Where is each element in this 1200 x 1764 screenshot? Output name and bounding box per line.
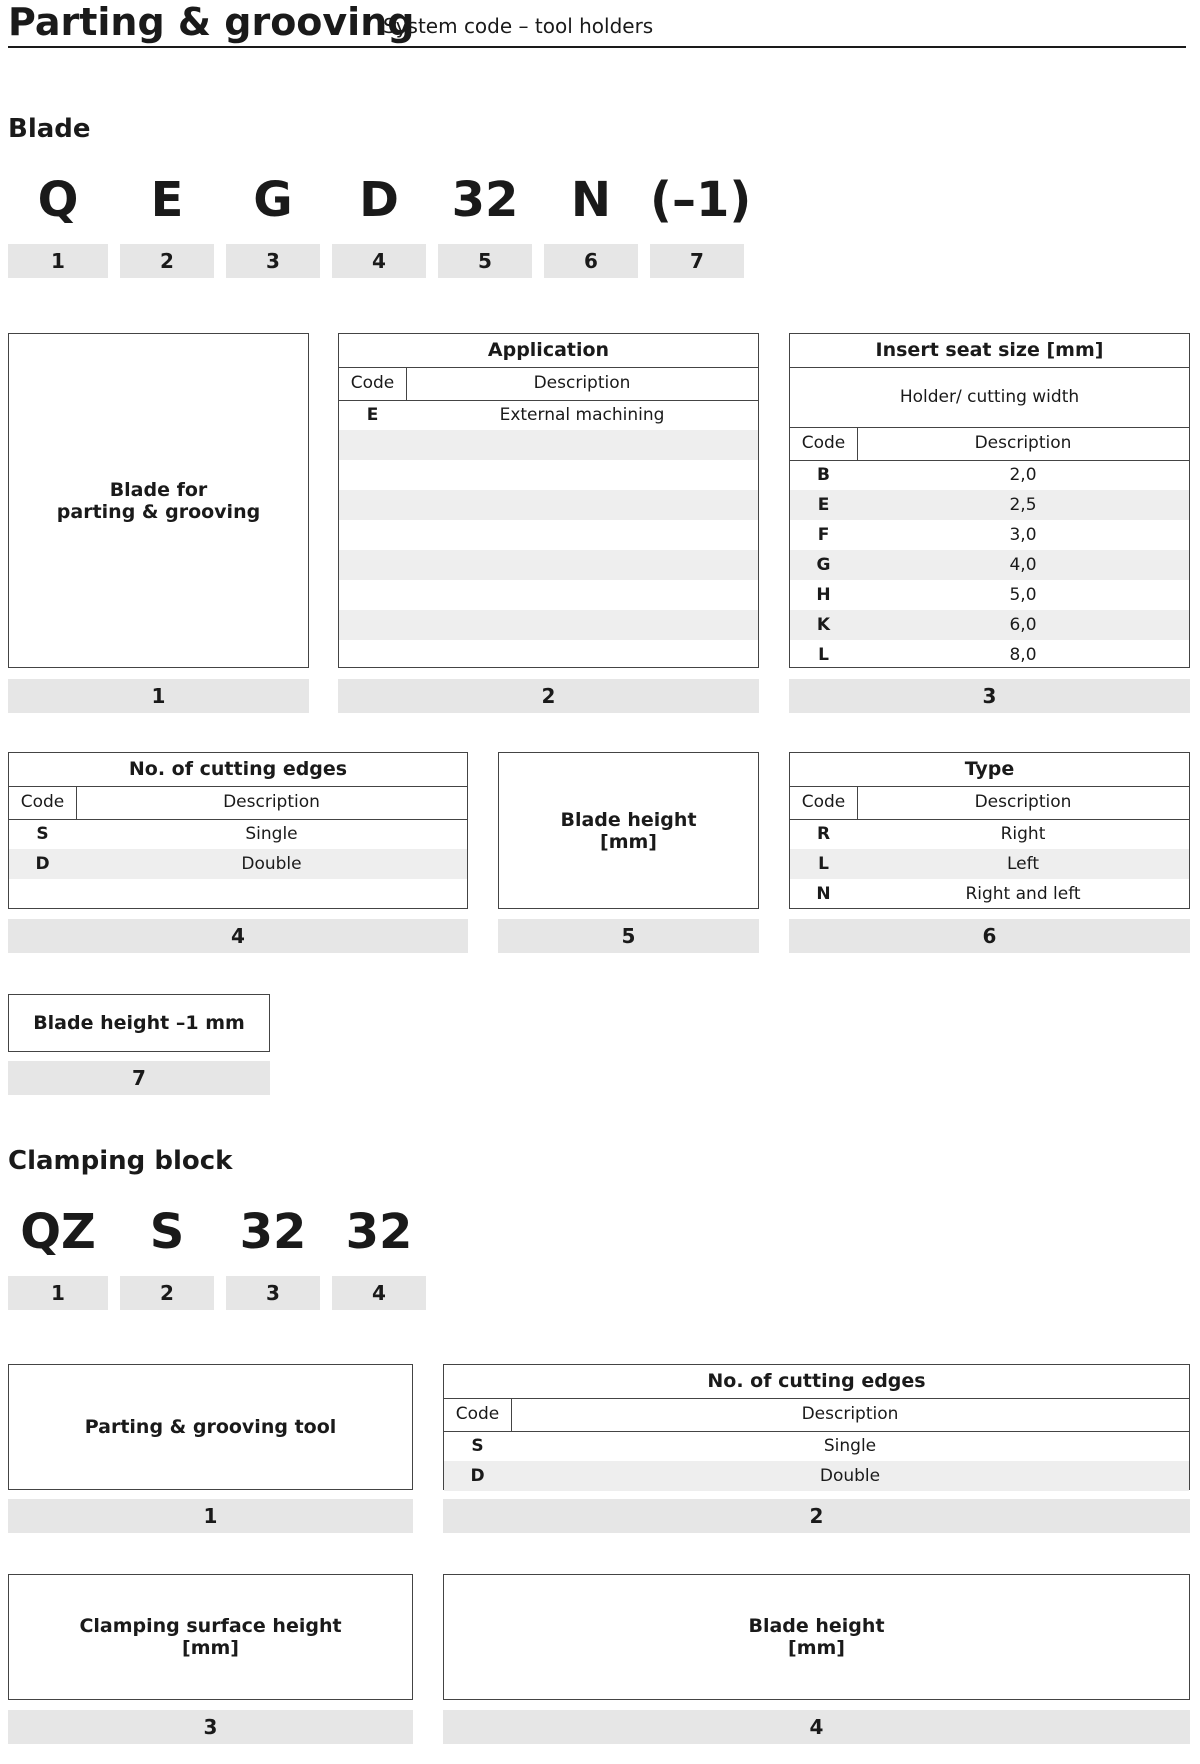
row-code: F [817,525,830,545]
row-description: 6,0 [1009,615,1037,635]
table-row [790,550,1189,580]
type-col-code: Code [790,786,858,819]
cutting-edges-col-desc: Description [223,792,320,812]
cutting-edges-title: No. of cutting edges [9,753,467,787]
insert-seat-title: Insert seat size [mm] [790,334,1189,368]
insert-seat-rows [790,460,1189,670]
blade-type-line2: parting & grooving [56,500,261,523]
blade-code-char-1: Q [37,172,79,228]
table-row [9,819,467,849]
row-code: R [816,824,831,844]
clamping-tool-label: Parting & grooving tool [84,1416,337,1438]
row-description: 8,0 [1009,645,1037,665]
row-code: D [470,1466,485,1486]
type-table [789,752,1190,909]
row-code: B [817,465,830,485]
application-column-header [339,367,758,401]
table-row [339,460,758,490]
row-code: E [366,405,379,425]
row-description [406,490,758,520]
row-code: S [36,824,49,844]
title-divider [8,46,1186,48]
row-code [339,580,406,610]
row-description [406,430,758,460]
cutting-edges-col-code: Code [9,786,77,819]
row-code: H [816,585,831,605]
insert-seat-column-header [790,427,1189,461]
application-col-code: Code [339,367,407,400]
application-col-desc: Description [533,373,631,393]
row-code [339,460,406,490]
row-code: L [818,645,829,665]
blade-height-line2: [mm] [600,830,657,853]
clamping-code-pos-2: 2 [120,1276,214,1310]
blade-height-minus-label: Blade height –1 mm [33,1012,245,1034]
clamping-cutting-edges-column-header [444,1398,1189,1432]
insert-seat-table [789,333,1190,668]
row-description: 2,0 [1009,465,1037,485]
clamping-cutting-edges-title: No. of cutting edges [444,1365,1189,1399]
row-description: 3,0 [1009,525,1037,545]
table-row [9,849,467,879]
clamping-code-char-3: 32 [239,1204,307,1260]
row-code: D [35,854,50,874]
table-row [339,490,758,520]
row-code: S [471,1436,484,1456]
clamping-blade-height-line1: Blade height [748,1615,885,1637]
clamping-surface-height-line2: [mm] [182,1637,239,1659]
clamping-blade-height-box [443,1574,1190,1700]
table-row [790,879,1189,909]
table-row [339,550,758,580]
clamping-blade-height-line2: [mm] [788,1637,845,1659]
insert-seat-col-desc: Description [974,433,1072,453]
row-description: External machining [499,405,665,425]
clamping-cutting-edges-col-desc: Description [801,1404,899,1424]
blade-box-4-number: 4 [8,919,468,953]
insert-seat-subtitle: Holder/ cutting width [790,367,1189,428]
table-row [339,580,758,610]
clamping-box-2-number: 2 [443,1499,1190,1533]
clamping-code-char-2: S [149,1204,185,1260]
row-code [339,490,406,520]
row-code [339,430,406,460]
blade-height-minus-box [8,994,270,1052]
application-table [338,333,759,668]
clamping-box-1-number: 1 [8,1499,413,1533]
row-description: Right [1000,824,1046,844]
type-col-desc: Description [974,792,1072,812]
table-row [790,490,1189,520]
table-row [790,849,1189,879]
row-description: Left [1007,854,1039,874]
table-row [790,520,1189,550]
table-row [790,819,1189,849]
clamping-heading: Clamping block [8,1146,233,1176]
type-rows [790,819,1189,909]
blade-code-pos-5: 5 [438,244,532,278]
cutting-edges-rows [9,819,467,879]
table-row [790,460,1189,490]
blade-box-7-number: 7 [8,1061,270,1095]
clamping-surface-height-line1: Clamping surface height [79,1615,342,1637]
blade-height-box [498,752,759,909]
row-description: Single [823,1436,877,1456]
row-description: Single [245,824,298,844]
page-subtitle: System code – tool holders [383,14,654,38]
blade-code-char-5: 32 [451,172,519,228]
application-title: Application [339,334,758,368]
blade-code-char-2: E [150,172,184,228]
blade-heading: Blade [8,114,91,144]
application-rows [339,400,758,640]
row-description: Double [819,1466,881,1486]
clamping-code-pos-3: 3 [226,1276,320,1310]
cutting-edges-table [8,752,468,909]
row-code: K [816,615,831,635]
row-description [406,610,758,640]
table-row [339,400,758,430]
row-code [339,520,406,550]
table-row [790,580,1189,610]
insert-seat-col-code: Code [790,427,858,460]
blade-code-pos-3: 3 [226,244,320,278]
blade-box-6-number: 6 [789,919,1190,953]
clamping-box-4-number: 4 [443,1710,1190,1744]
clamping-box-3-number: 3 [8,1710,413,1744]
blade-type-box [8,333,309,668]
type-column-header [790,786,1189,820]
row-code: L [818,854,829,874]
row-code: N [816,884,831,904]
row-description: 2,5 [1009,495,1037,515]
blade-type-line1: Blade for [109,478,208,501]
row-description [406,460,758,490]
clamping-cutting-edges-rows [444,1431,1189,1491]
row-description [406,550,758,580]
row-description: 4,0 [1009,555,1037,575]
table-row [339,520,758,550]
blade-box-2-number: 2 [338,679,759,713]
clamping-cutting-edges-table [443,1364,1190,1490]
table-row [339,610,758,640]
table-row [339,430,758,460]
blade-box-5-number: 5 [498,919,759,953]
row-code: E [817,495,830,515]
blade-code-char-7: (–1) [650,172,752,228]
row-description: Right and left [965,884,1081,904]
blade-box-3-number: 3 [789,679,1190,713]
blade-code-pos-6: 6 [544,244,638,278]
table-row [444,1431,1189,1461]
table-row [790,640,1189,670]
blade-code-char-6: N [570,172,612,228]
page-title: Parting & grooving [8,0,415,44]
row-code [339,550,406,580]
clamping-code-char-4: 32 [345,1204,413,1260]
blade-code-pos-4: 4 [332,244,426,278]
blade-code-pos-2: 2 [120,244,214,278]
table-row [790,610,1189,640]
row-description [406,520,758,550]
blade-code-pos-7: 7 [650,244,744,278]
blade-code-char-3: G [253,172,293,228]
row-description: Double [241,854,302,874]
clamping-tool-box [8,1364,413,1490]
clamping-surface-height-box [8,1574,413,1700]
clamping-cutting-edges-col-code: Code [444,1398,512,1431]
row-code: G [816,555,831,575]
type-title: Type [790,753,1189,787]
row-description: 5,0 [1009,585,1037,605]
clamping-code-char-1: QZ [20,1204,96,1260]
blade-box-1-number: 1 [8,679,309,713]
row-code [339,610,406,640]
blade-code-pos-1: 1 [8,244,108,278]
row-description [406,580,758,610]
clamping-code-pos-4: 4 [332,1276,426,1310]
clamping-code-pos-1: 1 [8,1276,108,1310]
blade-code-char-4: D [359,172,399,228]
blade-height-line1: Blade height [560,808,697,831]
cutting-edges-column-header [9,786,467,820]
table-row [444,1461,1189,1491]
